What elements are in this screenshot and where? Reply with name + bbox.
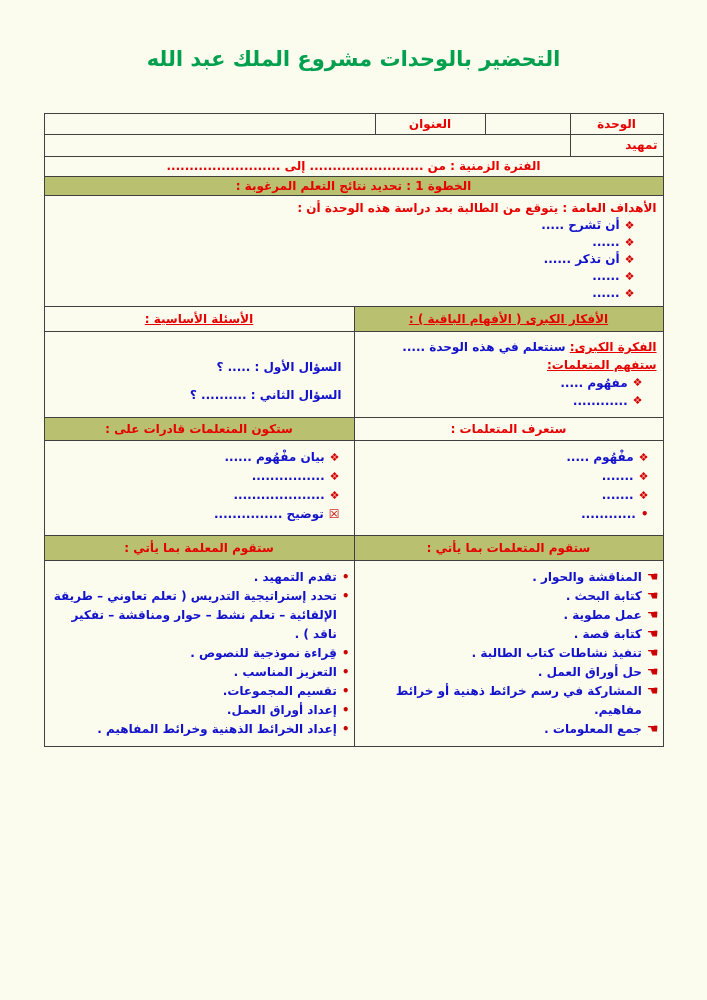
- diamond-bullet-icon: ❖: [638, 489, 649, 502]
- tasks-content-row: [45, 561, 663, 746]
- dot-bullet-icon: •: [341, 703, 350, 717]
- ballot-x-icon: ☒: [328, 507, 340, 521]
- list-item: [51, 505, 340, 524]
- understand-list: [361, 374, 657, 410]
- dot-bullet-icon: •: [341, 665, 350, 679]
- essential-questions-content-cell: [45, 332, 354, 417]
- objective-text: أن تذكر ......: [543, 252, 620, 266]
- list-item: [359, 682, 659, 720]
- will-be-able-content-cell: [45, 441, 354, 535]
- diamond-bullet-icon: ❖: [624, 287, 635, 300]
- intro-row: [45, 135, 663, 157]
- learner-task-text: كتابة قصة .: [573, 627, 642, 641]
- diamond-bullet-icon: ❖: [329, 451, 340, 464]
- list-item: [51, 251, 635, 268]
- list-item: [361, 486, 649, 505]
- learner-task-text: جمع المعلومات .: [544, 722, 642, 736]
- step1-heading: الخطوة 1 : تحديد نتائج التعلم المرغوبة :: [235, 179, 472, 193]
- learner-task-text: المناقشة والحوار .: [532, 570, 642, 584]
- title-value-cell[interactable]: [45, 114, 375, 134]
- pointing-hand-icon: ☚: [646, 608, 659, 623]
- list-item: [51, 268, 635, 285]
- dot-bullet-icon: •: [341, 646, 350, 660]
- objectives-cell: [45, 196, 663, 306]
- will-know-content-cell: [354, 441, 663, 535]
- big-idea-label: الفكرة الكبرى:: [569, 340, 657, 354]
- will-be-able-header-cell: [45, 418, 354, 440]
- will-understand-label: ستفهم المتعلمات:: [547, 358, 657, 372]
- understand-item-text: مفهُوم .....: [560, 376, 628, 390]
- teacher-task-text: إعداد أوراق العمل.: [226, 703, 337, 717]
- teacher-task-text: قِراءة نموذجية للنصوص .: [190, 646, 337, 660]
- list-item: [51, 467, 340, 486]
- list-item: [361, 448, 649, 467]
- pointing-hand-icon: ☚: [646, 684, 659, 699]
- learner-tasks-list: [359, 568, 659, 739]
- unit-label: الوحدة: [597, 117, 636, 131]
- pointing-hand-icon: ☚: [646, 627, 659, 642]
- teacher-task-text: تقدم التمهيد .: [253, 570, 337, 584]
- learner-tasks-content-cell: [354, 561, 663, 746]
- learner-tasks-header: ستقوم المتعلمات بما يأتي :: [426, 541, 591, 555]
- will-be-able-header: ستكون المتعلمات قادرات على :: [105, 422, 293, 436]
- list-item: [359, 720, 659, 739]
- teacher-tasks-header-cell: [45, 536, 354, 560]
- unit-title-row: [45, 114, 663, 135]
- teacher-tasks-content-cell: [45, 561, 354, 746]
- diamond-bullet-icon: ❖: [624, 236, 635, 249]
- diamond-bullet-icon: ❖: [329, 489, 340, 502]
- diamond-bullet-icon: ❖: [632, 394, 643, 407]
- objectives-row: [45, 196, 663, 307]
- will-know-item-text: مفْهُوم .....: [566, 450, 634, 464]
- will-know-list: [361, 448, 657, 524]
- dot-bullet-icon: •: [341, 722, 350, 736]
- teacher-task-text: إعداد الخرائط الذهنية وخرائط المفاهيم .: [97, 722, 337, 736]
- big-idea-text: سنتعلم في هذه الوحدة .....: [402, 340, 566, 354]
- objective-text: ......: [592, 269, 620, 283]
- unit-header-cell: [570, 114, 663, 134]
- learner-task-text: تنفيذ نشاطات كتاب الطالبة .: [471, 646, 642, 660]
- list-item: [49, 720, 350, 739]
- step1-header-row: [45, 177, 663, 196]
- list-item: [359, 587, 659, 606]
- list-item: [49, 663, 350, 682]
- learner-task-text: كتابة البحث .: [565, 589, 642, 603]
- title-header-cell: [375, 114, 485, 134]
- page-title: التحضير بالوحدات مشروع الملك عبد الله: [146, 47, 561, 71]
- teacher-task-text: تحدد إستراتيجية التدريس ( تعلم تعاوني – طريقة الإلقائية – تعلم نشط – حوار ومناقشة – تفكير ناقد ) .: [53, 589, 337, 641]
- will-know-item-text: .......: [601, 488, 634, 502]
- essential-questions-header: الأسئلة الأساسية :: [144, 312, 254, 326]
- list-item: [49, 587, 350, 644]
- list-item: [361, 505, 649, 524]
- lesson-plan-table: [44, 113, 664, 747]
- teacher-task-text: التعزيز المناسب .: [233, 665, 337, 679]
- period-row: [45, 157, 663, 177]
- list-item: [51, 234, 635, 251]
- question-text: السؤال الثاني : .......... ؟: [189, 388, 342, 402]
- learner-tasks-header-cell: [354, 536, 663, 560]
- know-able-header-row: [45, 418, 663, 441]
- learner-task-text: عمل مطوية .: [563, 608, 642, 622]
- list-item: [359, 568, 659, 587]
- list-item: [361, 374, 643, 392]
- intro-header-cell: [570, 135, 663, 156]
- learner-task-text: حل أوراق العمل .: [537, 665, 642, 679]
- big-idea-line: [361, 338, 657, 356]
- period-text: الفترة الزمنية : من ......................... إلى .........................: [166, 159, 541, 173]
- list-item: [49, 682, 350, 701]
- dot-bullet-icon: •: [341, 684, 350, 698]
- diamond-bullet-icon: ❖: [329, 470, 340, 483]
- step1-header-cell: [45, 177, 663, 195]
- objective-text: ......: [592, 235, 620, 249]
- able-item-text: بيان مفْهُوم ......: [224, 450, 325, 464]
- dot-bullet-icon: •: [640, 507, 649, 521]
- list-item: [49, 644, 350, 663]
- able-item-text: ................: [251, 469, 325, 483]
- ideas-questions-header-row: [45, 307, 663, 332]
- period-cell: [45, 157, 663, 176]
- dot-bullet-icon: •: [341, 589, 350, 603]
- list-item: [361, 392, 643, 410]
- list-item: [359, 606, 659, 625]
- objectives-list: [51, 217, 657, 302]
- big-ideas-header: الأفكار الكبرى ( الأفهام الباقية ) :: [408, 312, 609, 326]
- able-item-text: ....................: [233, 488, 325, 502]
- objectives-heading: الأهداف العامة : يتوقع من الطالبة بعد دراسة هذه الوحدة أن :: [297, 201, 657, 215]
- ideas-questions-content-row: [45, 332, 663, 418]
- list-item: [49, 568, 350, 587]
- diamond-bullet-icon: ❖: [624, 253, 635, 266]
- diamond-bullet-icon: ❖: [624, 219, 635, 232]
- list-item: [359, 644, 659, 663]
- able-item-text: توضيح ...............: [214, 507, 324, 521]
- learner-task-text: المشاركة في رسم خرائط ذهنية أو خرائط مفاهيم.: [395, 684, 642, 717]
- tasks-header-row: [45, 536, 663, 561]
- unit-value-cell[interactable]: [485, 114, 570, 134]
- big-ideas-content-cell: [354, 332, 663, 417]
- intro-value-cell[interactable]: [45, 135, 570, 156]
- understand-item-text: ............: [572, 394, 628, 408]
- list-item: [49, 701, 350, 720]
- pointing-hand-icon: ☚: [646, 570, 659, 585]
- list-item: [51, 285, 635, 302]
- teacher-tasks-header: ستقوم المعلمة بما يأتي :: [124, 541, 274, 555]
- will-know-item-text: ............: [581, 507, 636, 521]
- intro-label: تمهيد: [625, 138, 658, 152]
- teacher-tasks-list: [49, 568, 350, 739]
- big-ideas-header-cell: [354, 307, 663, 331]
- question-text: السؤال الأول : ..... ؟: [216, 360, 342, 374]
- will-know-header: ستعرف المتعلمات :: [450, 422, 567, 436]
- pointing-hand-icon: ☚: [646, 646, 659, 661]
- dot-bullet-icon: •: [341, 570, 350, 584]
- pointing-hand-icon: ☚: [646, 665, 659, 680]
- title-label: العنوان: [408, 117, 452, 131]
- list-item: [361, 467, 649, 486]
- objective-text: أن تَشرح .....: [541, 218, 620, 232]
- list-item: [51, 448, 340, 467]
- essential-questions-header-cell: [45, 307, 354, 331]
- list-item: [51, 486, 340, 505]
- diamond-bullet-icon: ❖: [638, 451, 649, 464]
- diamond-bullet-icon: ❖: [624, 270, 635, 283]
- teacher-task-text: تقسيم المجموعات.: [222, 684, 337, 698]
- will-know-item-text: .......: [601, 469, 634, 483]
- will-be-able-list: [51, 448, 348, 524]
- pointing-hand-icon: ☚: [646, 722, 659, 737]
- diamond-bullet-icon: ❖: [638, 470, 649, 483]
- list-item: [359, 625, 659, 644]
- know-able-content-row: [45, 441, 663, 536]
- objective-text: ......: [592, 286, 620, 300]
- list-item: [51, 217, 635, 234]
- list-item: [359, 663, 659, 682]
- will-know-header-cell: [354, 418, 663, 440]
- pointing-hand-icon: ☚: [646, 589, 659, 604]
- diamond-bullet-icon: ❖: [632, 376, 643, 389]
